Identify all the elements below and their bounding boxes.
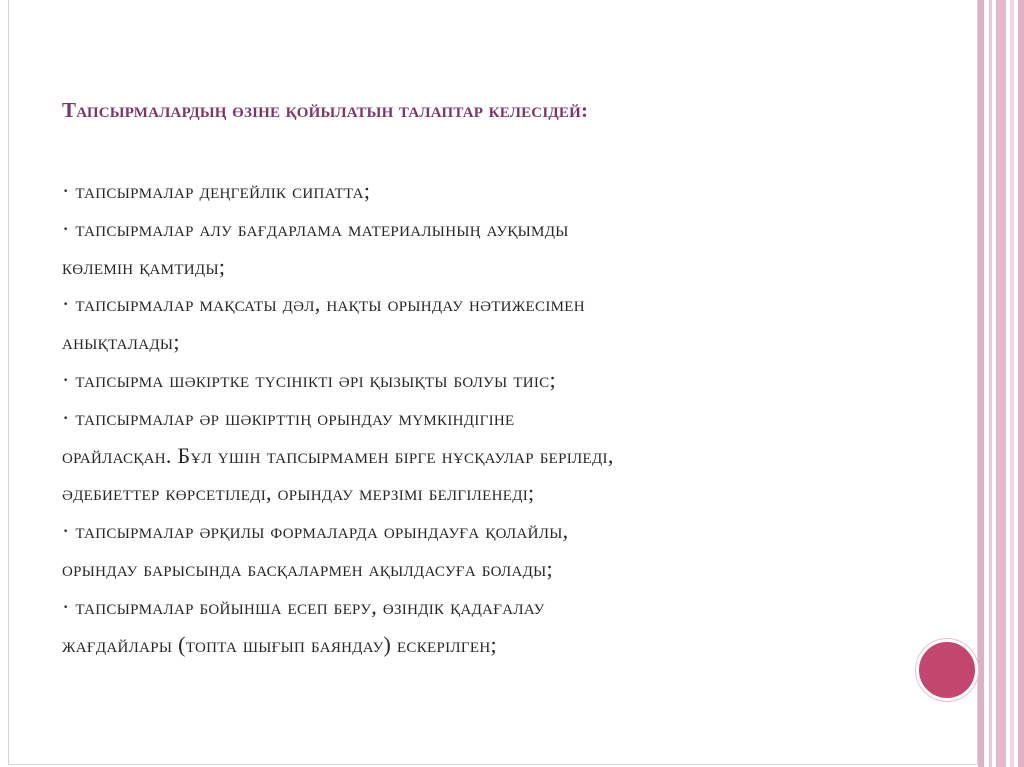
body-line: орайласқан. Бұл үшін тапсырмамен бірге нұсқаулар беріледі, [62, 442, 614, 468]
body-line: әдебиеттер көрсетіледі, орындау мерзімі белгіленеді; [62, 480, 535, 506]
slide-body [62, 172, 962, 663]
body-line: жағдайлары (топта шығып баяндау) ескерілген; [62, 631, 497, 657]
decorative-stripe [1010, 0, 1014, 767]
decorative-stripe [996, 0, 1006, 767]
body-line: · тапсырмалар бойынша есеп беру, өзіндік қадағалау [62, 593, 545, 619]
body-line: · тапсырмалар мақсаты дәл, нақты орындау нәтижесімен [62, 291, 585, 317]
body-line: · тапсырмалар деңгейлік сипатта; [62, 178, 371, 203]
accent-circle-decoration [916, 639, 978, 701]
body-line: орындау барысында басқалармен ақылдасуға болады; [62, 555, 553, 581]
body-line: · тапсырмалар әр шәкірттің орындау мүмкіндігіне [62, 404, 515, 430]
body-line: · тапсырма шәкіртке түсінікті әрі қызықты болуы тиіс; [62, 366, 556, 392]
slide-title: Тапсырмалардың өзіне қойылатын талаптар келесідей: [62, 98, 589, 122]
decorative-stripe [978, 0, 984, 767]
decorative-stripe [989, 0, 992, 767]
body-line: · тапсырмалар әрқилы формаларда орындауға қолайлы, [62, 518, 569, 544]
decorative-stripe [1018, 0, 1024, 767]
body-line: · тапсырмалар алу бағдарлама материалының ауқымды [62, 215, 569, 241]
body-line: анықталады; [62, 329, 180, 355]
body-line: көлемін қамтиды; [62, 253, 226, 279]
